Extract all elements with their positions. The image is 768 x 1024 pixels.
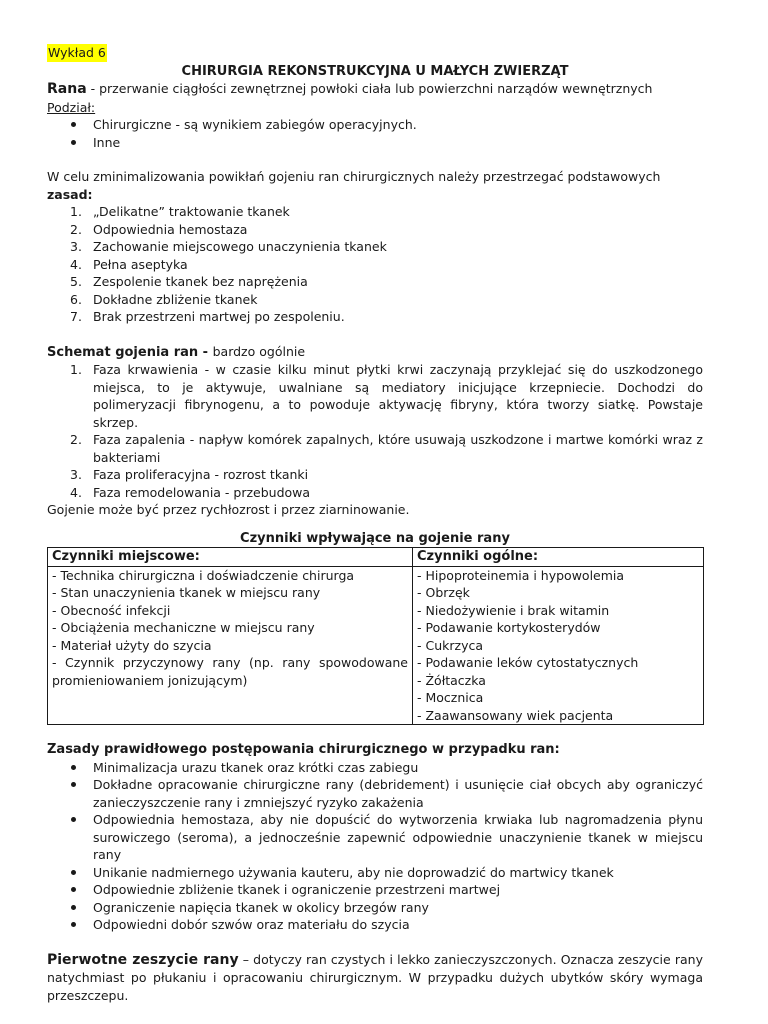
healing-phases-list [47, 361, 703, 501]
list-item: 3. Faza proliferacyjna - rozrost tkanki [70, 467, 309, 482]
primary-closure-paragraph [47, 951, 703, 1005]
list-item: - Podawanie kortykosterydów [417, 620, 601, 635]
list-item: 1. Faza krwawienia - w czasie kilku minut płytki krwi zaczynają przyklejać się do uszkodzonego miejsca, to je aktywuje, uwalniane są mediatory inicjujące krzepniecie. Dochodzi do polimeryzacji fibrynogenu, a to powoduje aktywację fibryny, która tworzy siatkę. Powstaje skrzep. [70, 362, 703, 430]
local-factors-header: Czynniki miejscowe: [48, 548, 413, 567]
list-item: Odpowiedni dobór szwów oraz materiału do szycia [47, 916, 703, 934]
healing-heading [47, 343, 703, 362]
lecture-tag-line [47, 44, 703, 62]
list-item: - Obecność infekcji [52, 602, 171, 618]
list-item: - Cukrzyca [417, 637, 484, 653]
list-item: - Obciążenia mechaniczne w miejscu rany [52, 620, 315, 635]
list-item: - Mocznica [417, 690, 484, 705]
primary-closure-term: Pierwotne zeszycie rany [47, 951, 239, 968]
table-header-row [48, 548, 704, 567]
list-item: - Czynnik przyczynowy rany (np. rany spowodowane promieniowaniem jonizującym) [52, 655, 408, 688]
document-page [47, 44, 703, 1004]
list-item: Odpowiednia hemostaza, aby nie dopuścić do wytworzenia krwiaka lub nagromadzenia płynu surowiczego (seroma), a jednocześnie zapewnić odpowiednie unaczynienie tkanek w miejscu rany [47, 811, 703, 864]
list-item: - Stan unaczynienia tkanek w miejscu rany [52, 585, 321, 600]
list-item: Unikanie nadmiernego używania kauteru, aby nie doprowadzić do martwicy tkanek [47, 864, 703, 882]
table-row [48, 566, 704, 725]
principles-intro [47, 168, 703, 203]
list-item: 1. „Delikatne” traktowanie tkanek [70, 204, 290, 219]
list-item: 4. Faza remodelowania - przebudowa [70, 484, 311, 500]
principles-list [47, 203, 703, 326]
healing-note: Gojenie może być przez rychłozrost i przez ziarninowanie. [47, 502, 410, 517]
general-factors-header: Czynniki ogólne: [413, 548, 704, 567]
list-item: 5. Zespolenie tkanek bez naprężenia [70, 274, 308, 289]
healing-heading-note: bardzo ogólnie [212, 343, 306, 359]
list-item: 3. Zachowanie miejscowego unaczynienia tkanek [70, 239, 387, 254]
list-item: Ograniczenie napięcia tkanek w okolicy brzegów rany [47, 899, 703, 917]
list-item: - Niedożywienie i brak witamin [417, 602, 610, 618]
list-item: Minimalizacja urazu tkanek oraz krótki czas zabiegu [47, 759, 703, 777]
list-item: 7. Brak przestrzeni martwej po zespoleniu. [70, 309, 345, 324]
division-label: Podział: [47, 99, 96, 115]
wound-definition-text: - przerwanie ciągłości zewnętrznej powłoki ciała lub powierzchni narządów wewnętrznych [86, 81, 653, 96]
list-item: Odpowiednie zbliżenie tkanek i ograniczenie przestrzeni martwej [47, 881, 703, 899]
surgical-rules-heading: Zasady prawidłowego postępowania chirurgicznego w przypadku ran: [47, 742, 560, 757]
list-item: - Podawanie leków cytostatycznych [417, 655, 639, 670]
principles-intro-text: W celu zminimalizowania powikłań gojeniu ran chirurgicznych należy przestrzegać podstawowych [47, 169, 661, 184]
list-item: 2. Faza zapalenia - napływ komórek zapalnych, które usuwają uszkodzone i martwe komórki wraz z bakteriami [70, 432, 703, 465]
healing-heading-text: Schemat gojenia ran - [47, 344, 213, 360]
list-item: - Hipoproteinemia i hypowolemia [417, 567, 625, 583]
list-item: - Materiał użyty do szycia [52, 637, 212, 653]
primary-closure-text: – dotyczy ran czystych i lekko zanieczyszczonych. Oznacza zeszycie rany natychmiast po płukaniu i opracowaniu chirurgicznym. W przypadku dużych ubytków skóry wymaga przeszczepu. [47, 951, 704, 1003]
list-item: - Zaawansowany wiek pacjenta [417, 707, 614, 723]
list-item: - Obrzęk [417, 585, 470, 600]
wound-term: Rana [47, 81, 87, 97]
general-factors-cell [413, 566, 704, 725]
list-item: Dokładne opracowanie chirurgiczne rany (debridement) i usunięcie ciał obcych aby ograniczyć zanieczyszczenie rany i zmniejszyć ryzyko zakażenia [47, 776, 703, 811]
document-title: CHIRURGIA REKONSTRUKCYJNA U MAŁYCH ZWIERZĄT [181, 63, 569, 79]
surgical-rules-list [47, 759, 703, 934]
list-item: - Technika chirurgiczna i doświadczenie chirurga [52, 567, 355, 583]
factors-table [47, 547, 704, 725]
list-item: 2. Odpowiednia hemostaza [70, 221, 248, 237]
lecture-tag: Wykład 6 [48, 45, 106, 60]
principles-word: zasad: [47, 186, 93, 202]
list-item: Inne [47, 134, 703, 152]
list-item: Chirurgiczne - są wynikiem zabiegów operacyjnych. [47, 116, 703, 134]
list-item: 6. Dokładne zbliżenie tkanek [70, 291, 258, 307]
wound-definition [47, 80, 703, 99]
list-item: - Żółtaczka [417, 672, 486, 688]
factors-caption: Czynniki wpływające na gojenie rany [240, 530, 510, 546]
list-item: 4. Pełna aseptyka [70, 256, 188, 272]
division-list [47, 116, 703, 151]
local-factors-cell [48, 566, 413, 725]
